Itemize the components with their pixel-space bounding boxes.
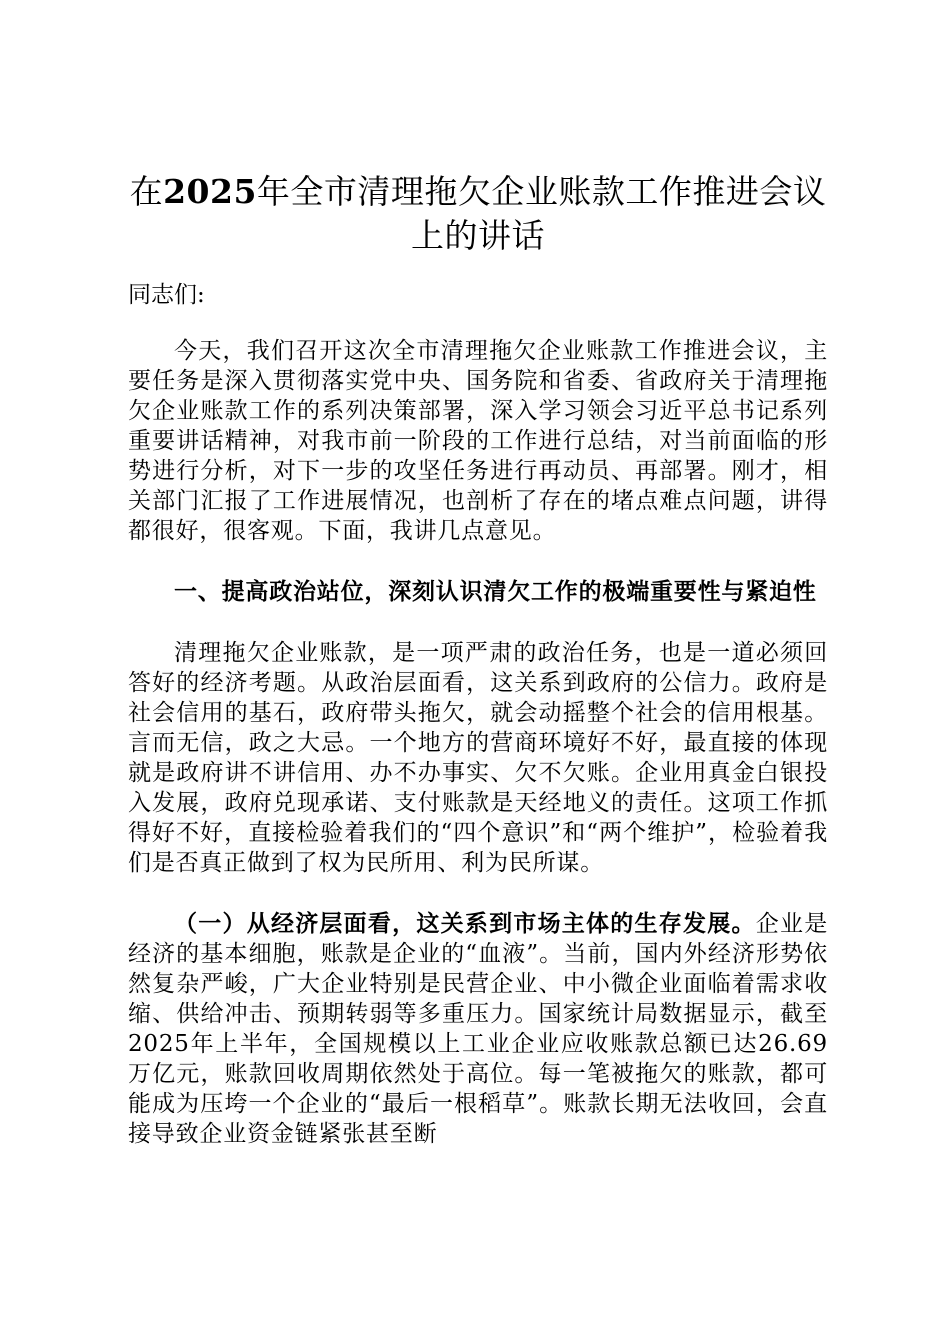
- document-title: [128, 170, 828, 258]
- title-year: 2025: [163, 172, 257, 211]
- section-heading-1: 一、提高政治站位，深刻认识清欠工作的极端重要性与紧迫性: [174, 578, 817, 605]
- salutation: 同志们:: [128, 282, 205, 308]
- paragraph-economic-body: 企业是经济的基本细胞，账款是企业的“血液”。当前，国内外经济形势依然复杂严峻，广大企业特别是民营企业、中小微企业面临着需求收缩、供给冲击、预期转弱等多重压力。国家统计局数据显示，截至2025年上半年，全国规模以上工业企业应收账款总额已达26.69万亿元，账款回收周期依然处于高位。每一笔被拖欠的账款，都可能成为压垮一个企业的“最后一根稻草”。账款长期无法收回，会直接导致企业资金链紧张甚至断: [128, 911, 828, 1147]
- paragraph-political: 清理拖欠企业账款，是一项严肃的政治任务，也是一道必须回答好的经济考题。从政治层面看，这关系到政府的公信力。政府是社会信用的基石，政府带头拖欠，就会动摇整个社会的信用根基。言而无信，政之大忌。一个地方的营商环境好不好，最直接的体现就是政府讲不讲信用、办不办事实、欠不欠账。企业用真金白银投入发展，政府兑现承诺、支付账款是天经地义的责任。这项工作抓得好不好，直接检验着我们的“四个意识”和“两个维护”，检验着我们是否真正做到了权为民所用、利为民所谋。: [128, 640, 828, 876]
- title-prefix: 在: [129, 172, 164, 211]
- title-suffix: 年全市清理拖欠企业账款工作推进会议上的讲话: [256, 172, 827, 255]
- paragraph-economic: [128, 909, 828, 1149]
- subheading-economic: （一）从经济层面看，这关系到市场主体的生存发展。: [174, 910, 756, 937]
- document-page: [128, 170, 828, 1149]
- paragraph-intro: 今天，我们召开这次全市清理拖欠企业账款工作推进会议，主要任务是深入贯彻落实党中央、国务院和省委、省政府关于清理拖欠企业账款工作的系列决策部署，深入学习领会习近平总书记系列重要讲话精神，对我市前一阶段的工作进行总结，对当前面临的形势进行分析，对下一步的攻坚任务进行再动员、再部署。刚才，相关部门汇报了工作进展情况，也剖析了存在的堵点难点问题，讲得都很好，很客观。下面，我讲几点意见。: [128, 338, 828, 544]
